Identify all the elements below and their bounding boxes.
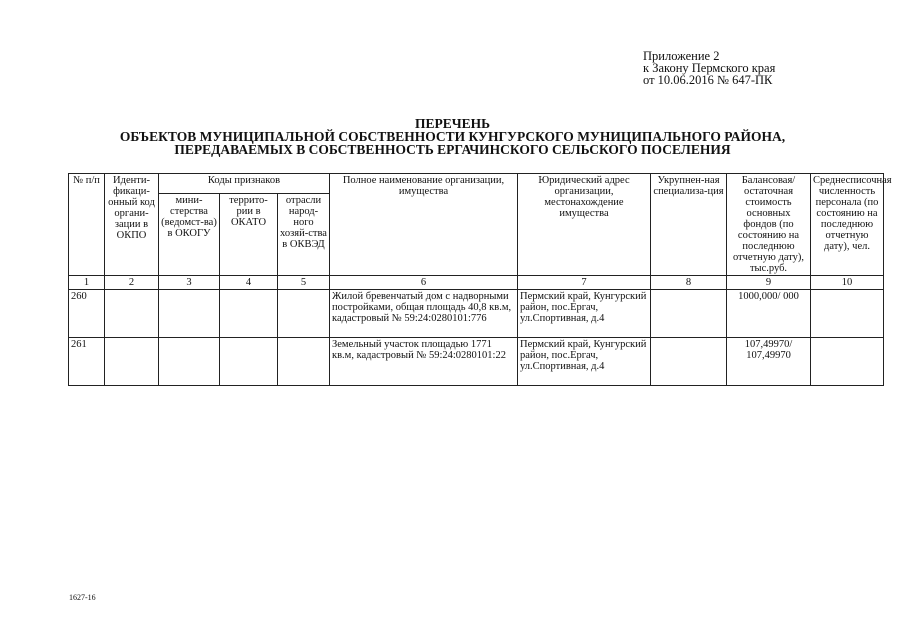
header-codes-group: Коды признаков xyxy=(159,174,330,194)
column-number: 3 xyxy=(159,276,220,290)
header-name: Полное наименование организации, имущества xyxy=(330,174,518,276)
table-row xyxy=(69,290,884,338)
header-specialization: Укрупнен-ная специализа-ция xyxy=(651,174,727,276)
row-address: Пермский край, Кунгурский район, пос.Ергач, ул.Спортивная, д.4 xyxy=(518,338,651,386)
title-line-1: ПЕРЕЧЕНЬ xyxy=(414,116,491,131)
row-name: Жилой бревенчатый дом с надворными постройками, общая площадь 40,8 кв.м, кадастровый № 59:24:0280101:776 xyxy=(330,290,518,338)
row-okato xyxy=(220,338,278,386)
header-num: № п/п xyxy=(69,174,105,276)
annex-line-1: Приложение 2 xyxy=(643,49,720,63)
row-okpo xyxy=(105,338,159,386)
row-okved xyxy=(278,290,330,338)
header-okogu: мини-стерства (ведомст-ва) в ОКОГУ xyxy=(159,193,220,275)
title-line-3: ПЕРЕДАВАЕМЫХ В СОБСТВЕННОСТЬ ЕРГАЧИНСКОГО СЕЛЬСКОГО ПОСЕЛЕНИЯ xyxy=(174,142,731,157)
row-num: 260 xyxy=(69,290,105,338)
row-num: 261 xyxy=(69,338,105,386)
header-okato: террито-рии в ОКАТО xyxy=(220,193,278,275)
row-okpo xyxy=(105,290,159,338)
row-balance: 1000,000/ 000 xyxy=(727,290,811,338)
row-specialization xyxy=(651,338,727,386)
row-okogu xyxy=(159,338,220,386)
row-okved xyxy=(278,338,330,386)
column-number: 1 xyxy=(69,276,105,290)
title-line-2: ОБЪЕКТОВ МУНИЦИПАЛЬНОЙ СОБСТВЕННОСТИ КУНГУРСКОГО МУНИЦИПАЛЬНОГО РАЙОНА, xyxy=(119,129,786,144)
row-specialization xyxy=(651,290,727,338)
annex-reference xyxy=(643,50,775,86)
header-row xyxy=(69,174,884,194)
header-balance: Балансовая/ остаточная стоимость основных фондов (по состоянию на последнюю отчетную дату), тыс.руб. xyxy=(727,174,811,276)
document-code: 1627-16 xyxy=(69,593,96,602)
row-balance: 107,49970/ 107,49970 xyxy=(727,338,811,386)
document-title xyxy=(0,117,905,156)
row-address: Пермский край, Кунгурский район, пос.Ергач, ул.Спортивная, д.4 xyxy=(518,290,651,338)
annex-line-3: от 10.06.2016 № 647-ПК xyxy=(643,73,773,87)
column-number: 2 xyxy=(105,276,159,290)
column-number: 8 xyxy=(651,276,727,290)
property-list-table xyxy=(68,173,892,386)
row-staff xyxy=(811,338,884,386)
header-okved: отрасли народ-ного хозяй-ства в ОКВЭД xyxy=(278,193,330,275)
annex-line-2: к Закону Пермского края xyxy=(643,61,776,75)
row-staff xyxy=(811,290,884,338)
row-okogu xyxy=(159,290,220,338)
column-number-row xyxy=(69,276,884,290)
header-staff: Среднесписочная численность персонала (по состоянию на последнюю отчетную дату), чел. xyxy=(811,174,884,276)
header-address: Юридический адрес организации, местонахождение имущества xyxy=(518,174,651,276)
column-number: 10 xyxy=(811,276,884,290)
column-number: 4 xyxy=(220,276,278,290)
header-okpo: Иденти-фикаци-онный код органи-зации в ОКПО xyxy=(105,174,159,276)
column-number: 9 xyxy=(727,276,811,290)
row-name: Земельный участок площадью 1771 кв.м, кадастровый № 59:24:0280101:22 xyxy=(330,338,518,386)
table-row xyxy=(69,338,884,386)
row-okato xyxy=(220,290,278,338)
column-number: 6 xyxy=(330,276,518,290)
column-number: 5 xyxy=(278,276,330,290)
column-number: 7 xyxy=(518,276,651,290)
